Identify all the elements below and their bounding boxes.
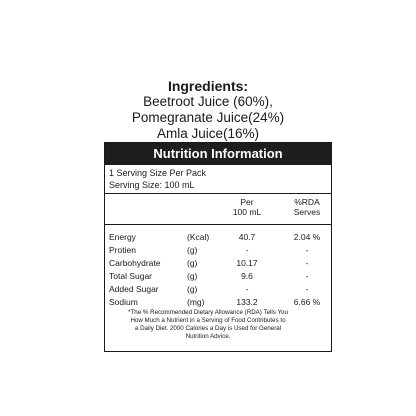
rda-footnote — [118, 309, 298, 341]
nutrient-unit: (g) — [187, 245, 198, 255]
rda-header-line: %RDA — [294, 197, 320, 207]
table-row — [105, 296, 331, 309]
ingredient-line: Pomegranate Juice(24%) — [131, 110, 285, 125]
ingredient-line: Amla Juice(16%) — [156, 126, 260, 141]
nutrient-rda: - — [305, 284, 309, 294]
rda-header-line: Serves — [293, 207, 321, 217]
nutrient-rda: - — [305, 245, 309, 255]
nutrient-rda: - — [305, 271, 309, 281]
nutrient-name: Protien — [109, 245, 136, 255]
ingredients-heading: Ingredients: — [167, 78, 249, 94]
ingredients-block — [0, 78, 416, 142]
nutrient-rda: 6.66 % — [293, 297, 321, 307]
nutrient-value: 10.17 — [236, 258, 258, 268]
nutrient-name: Total Sugar — [109, 271, 152, 281]
nutrient-name: Added Sugar — [109, 284, 159, 294]
footnote-line: How Much a Nutrient in a Serving of Food Contributes to — [130, 317, 286, 324]
nutrient-value: 133.2 — [236, 297, 258, 307]
nutrient-value: 40.7 — [238, 232, 256, 242]
nutrient-value: - — [245, 245, 249, 255]
nutrient-name: Carbohydrate — [109, 258, 161, 268]
nutrient-name: Sodium — [109, 297, 138, 307]
footnote-line: *The % Recommended Dietary Allowance (RDA) Tells You — [128, 309, 288, 316]
nutrient-value: - — [245, 284, 249, 294]
nutrient-unit: (g) — [187, 271, 198, 281]
nutrient-rda: - — [305, 258, 309, 268]
column-headers — [105, 194, 331, 224]
table-row — [105, 257, 331, 270]
nutrient-unit: (Kcal) — [187, 232, 210, 242]
nutrient-table — [105, 225, 331, 309]
nutrient-unit: (mg) — [187, 297, 205, 307]
table-row — [105, 283, 331, 296]
table-row — [105, 270, 331, 283]
nutrition-title: Nutrition Information — [105, 143, 331, 165]
nutrient-unit: (g) — [187, 258, 198, 268]
rda-header — [285, 197, 329, 217]
footnote-line: a Daily Diet. 2000 Calories a Day is Used for General — [134, 325, 282, 332]
table-row — [105, 231, 331, 244]
per-100ml-header — [227, 197, 267, 217]
table-row — [105, 244, 331, 257]
serving-info — [105, 165, 331, 191]
ingredient-line: Beetroot Juice (60%), — [143, 94, 273, 109]
nutrient-value: 9.6 — [241, 271, 253, 281]
nutrient-name: Energy — [109, 232, 136, 242]
per-header-line: Per — [240, 197, 254, 207]
serving-per-pack: 1 Serving Size Per Pack — [109, 168, 207, 178]
footnote-line: Nutrition Advice. — [185, 333, 231, 340]
per-header-line: 100 mL — [232, 207, 262, 217]
nutrient-rda: 2.04 % — [293, 232, 321, 242]
nutrient-unit: (g) — [187, 284, 198, 294]
serving-size: Serving Size: 100 mL — [109, 180, 195, 190]
